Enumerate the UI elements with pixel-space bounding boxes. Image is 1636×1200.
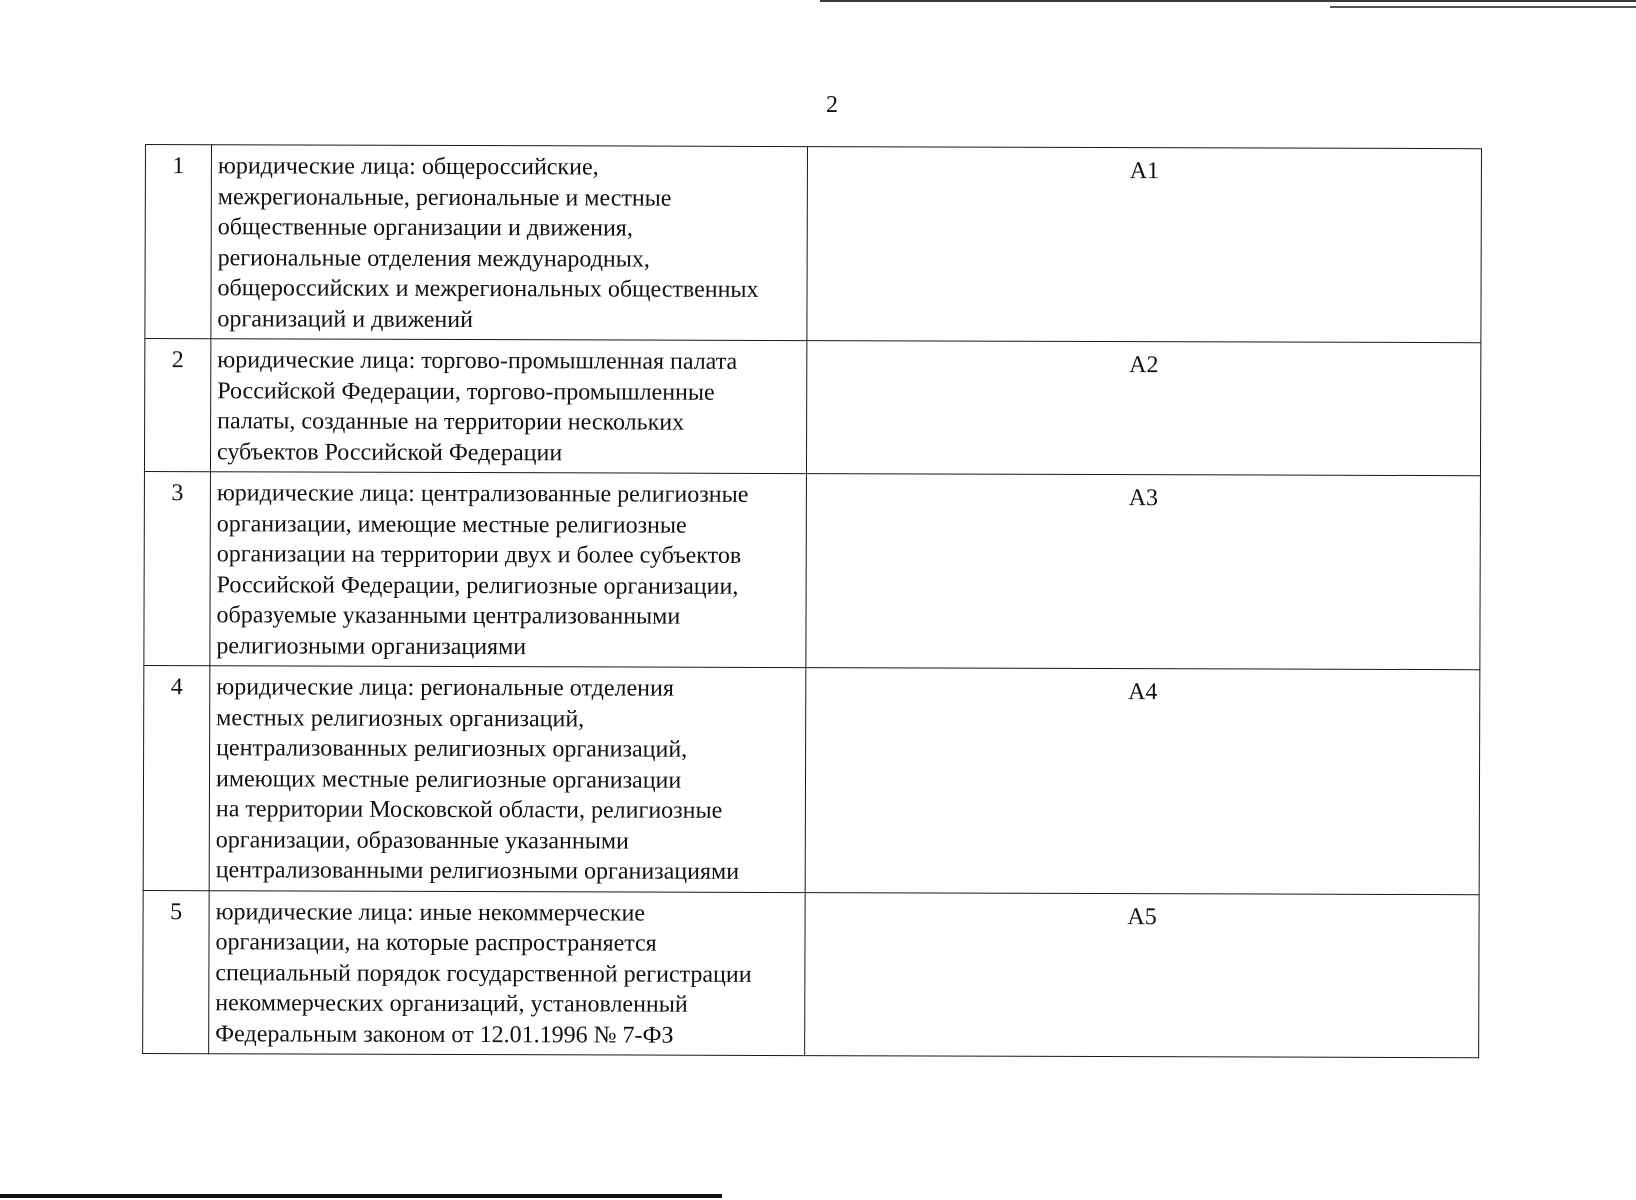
page-number: 2 — [826, 92, 838, 118]
entity-code-table — [142, 144, 1482, 1058]
table-row — [144, 339, 1480, 476]
row-description: юридические лица: региональные отделения местных религиозных организаций, централизованных религиозных организаций, имеющих местные религиозные организации на территории Московской области, религиозные организации, образованные указанными централизованными религиозными организациями — [209, 666, 806, 892]
row-description: юридические лица: иные некоммерческие организации, на которые распространяется специальный порядок государственной регистрации некоммерческих организаций, установленный Федеральным законом от 12.01.1996 № 7-ФЗ — [209, 890, 806, 1055]
row-number: 3 — [144, 471, 211, 665]
row-description: юридические лица: централизованные религиозные организации, имеющие местные религиозные организации на территории двух и более субъектов Российской Федерации, религиозные организации, образуемые указанными централизованными религиозными организациями — [210, 472, 807, 668]
table-row — [144, 471, 1481, 669]
scan-edge-bottom — [0, 1194, 722, 1198]
table-row — [143, 890, 1480, 1058]
table-row — [145, 145, 1482, 343]
row-description: юридические лица: общероссийские, межрегиональные, региональные и местные общественные организации и движения, региональные отделения международных, общероссийских и межрегиональных общественных организаций и движений — [211, 145, 808, 341]
row-code: А4 — [805, 668, 1480, 895]
table-row — [143, 665, 1480, 894]
row-code: А3 — [806, 474, 1481, 670]
scan-edge-top — [820, 0, 1636, 2]
row-code: А5 — [805, 892, 1480, 1058]
scan-edge-top-secondary — [1330, 6, 1636, 8]
row-description: юридические лица: торгово-промышленная палата Российской Федерации, торгово-промышленные палаты, созданные на территории нескольких субъектов Российской Федерации — [210, 339, 806, 474]
row-code: А2 — [806, 341, 1480, 476]
row-number: 4 — [143, 665, 210, 890]
row-number: 2 — [144, 339, 210, 472]
row-number: 1 — [145, 145, 212, 339]
row-code: А1 — [807, 147, 1482, 343]
row-number: 5 — [143, 890, 210, 1054]
